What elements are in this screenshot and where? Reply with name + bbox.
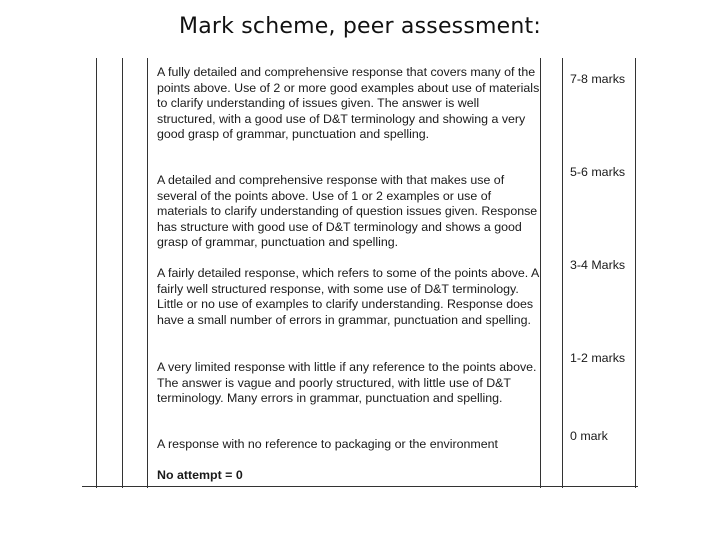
band-marks: 5-6 marks bbox=[570, 165, 626, 179]
table-column-divider bbox=[562, 58, 563, 488]
band-description: A detailed and comprehensive response with that makes use of several of the points above. Use of 1 or 2 examples or use of materials to clarify understanding of question issues given. Response has structure with good use of D&T terminology and shows a good grasp of grammar, punctuation and spelling. bbox=[157, 173, 538, 249]
band-marks: 7-8 marks bbox=[570, 72, 626, 86]
page-title: Mark scheme, peer assessment: bbox=[179, 14, 541, 39]
table-border-right bbox=[635, 58, 636, 488]
band-marks: 3-4 Marks bbox=[570, 258, 626, 272]
band-marks: 0 mark bbox=[570, 429, 608, 443]
band-description: A very limited response with little if any reference to the points above. The answer is vague and poorly structured, with little use of D&T terminology. Many errors in grammar, punctuation and spelling. bbox=[157, 360, 537, 405]
table-bottom-border bbox=[82, 486, 638, 487]
no-attempt-note: No attempt = 0 bbox=[157, 468, 243, 482]
table-column-divider bbox=[147, 58, 148, 488]
table-border-left bbox=[96, 58, 97, 488]
band-description: A fully detailed and comprehensive response that covers many of the points above. Use of 2 or more good examples about use of materials to clarify understanding of issues given. The answer is well structured, with a good use of D&T terminology and showing a very good grasp of grammar, punctuation and spelling. bbox=[157, 65, 540, 141]
band-description: A response with no reference to packaging or the environment bbox=[157, 437, 498, 451]
band-description: A fairly detailed response, which refers to some of the points above. A fairly well structured response, with some use of D&T terminology. Little or no use of examples to clarify understanding. Response does have a small number of errors in grammar, punctuation and spelling. bbox=[157, 266, 539, 327]
band-marks: 1-2 marks bbox=[570, 351, 626, 365]
mark-scheme-table bbox=[82, 58, 638, 488]
table-column-divider bbox=[122, 58, 123, 488]
